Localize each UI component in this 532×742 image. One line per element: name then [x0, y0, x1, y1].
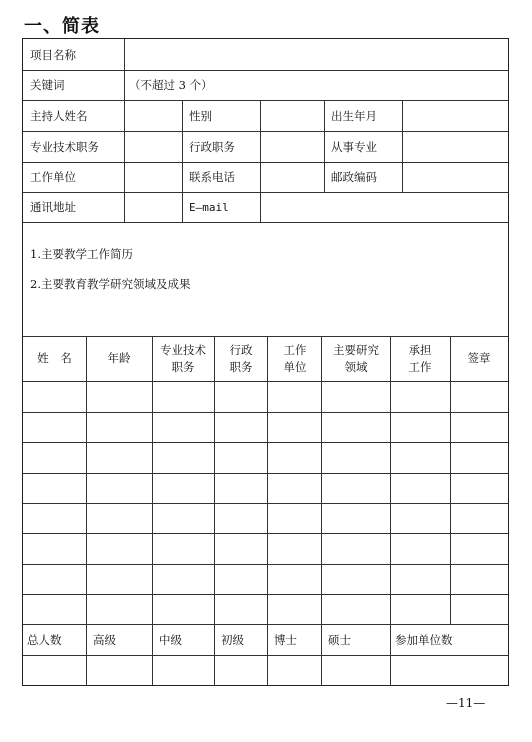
member-row[interactable] [24, 443, 507, 472]
postcode-field[interactable] [403, 163, 507, 191]
page-number: —11— [446, 696, 486, 710]
member-row[interactable] [24, 474, 507, 502]
col-header-name: 姓 名 [37, 351, 72, 365]
work-unit-label: 工作单位 [30, 170, 76, 184]
member-row[interactable] [24, 534, 507, 563]
experience-field[interactable] [24, 295, 507, 335]
phone-field[interactable] [261, 163, 323, 191]
member-row[interactable] [24, 504, 507, 532]
major-label: 从事专业 [331, 139, 377, 154]
col-header-age: 年龄 [107, 351, 131, 365]
units-count-label: 参加单位数 [395, 632, 453, 647]
birth-label: 出生年月 [331, 108, 377, 123]
middle-label: 中级 [159, 632, 182, 647]
row-divider [23, 222, 508, 223]
summary-values-row[interactable] [24, 656, 507, 684]
section-title: 一、简表 [24, 16, 100, 37]
application-form-table [22, 38, 509, 686]
email-field[interactable] [261, 193, 507, 221]
senior-label: 高级 [93, 632, 116, 647]
col-header-task: 承担工作 [408, 342, 432, 374]
address-field[interactable] [125, 193, 181, 221]
major-field[interactable] [403, 132, 507, 161]
row-divider [23, 594, 508, 595]
col-header-admin-title: 行政职务 [229, 342, 253, 374]
gender-field[interactable] [261, 101, 323, 130]
address-label: 通讯地址 [30, 200, 76, 214]
master-label: 硕士 [328, 632, 351, 647]
teaching-history-heading: 1.主要教学工作简历 [30, 247, 133, 261]
email-label: E—mail [189, 200, 229, 214]
project-name-label: 项目名称 [30, 47, 76, 62]
col-header-tech-title: 专业技术职务 [160, 342, 206, 374]
gender-label: 性别 [189, 108, 212, 123]
admin-title-label: 行政职务 [189, 139, 235, 154]
research-achievements-heading: 2.主要教育教学研究领域及成果 [30, 277, 191, 291]
col-header-research-field: 主要研究领域 [333, 342, 379, 374]
host-name-label: 主持人姓名 [30, 108, 88, 123]
postcode-label: 邮政编码 [331, 170, 377, 184]
doctor-label: 博士 [274, 632, 297, 647]
tech-title-field[interactable] [125, 132, 181, 161]
host-name-field[interactable] [125, 101, 181, 130]
work-unit-field[interactable] [125, 163, 181, 191]
tech-title-label: 专业技术职务 [30, 139, 99, 154]
keywords-field[interactable]: （不超过 3 个） [129, 78, 213, 92]
col-header-work-unit: 工作单位 [283, 342, 307, 374]
project-name-field[interactable] [125, 40, 507, 69]
col-header-signature: 签章 [467, 351, 491, 365]
junior-label: 初级 [221, 632, 244, 647]
member-row[interactable] [24, 413, 507, 441]
admin-title-field[interactable] [261, 132, 323, 161]
phone-label: 联系电话 [189, 170, 235, 184]
birth-field[interactable] [403, 101, 507, 130]
member-row[interactable] [24, 565, 507, 593]
member-row[interactable] [24, 382, 507, 411]
total-members-label: 总人数 [27, 632, 62, 647]
keywords-label: 关键词 [30, 78, 65, 92]
